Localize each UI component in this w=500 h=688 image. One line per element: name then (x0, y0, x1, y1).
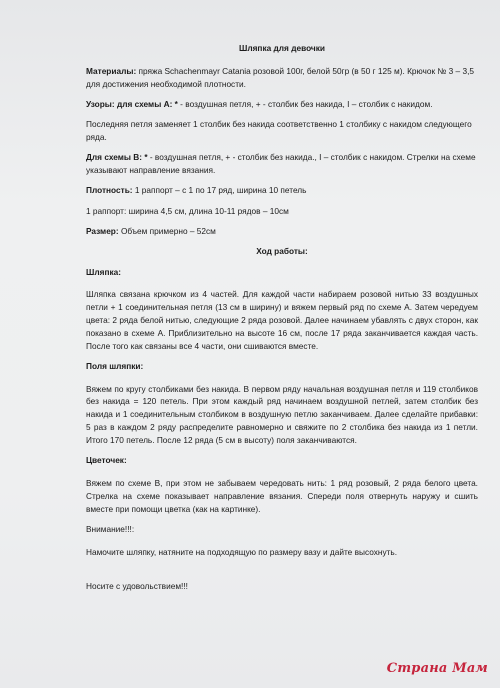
scheme-a-label: Узоры: для схемы А: * (86, 98, 178, 109)
scheme-b-label: Для схемы В: * (86, 152, 148, 163)
scheme-a-text: - воздушная петля, + - столбик без накида, I – столбик с накидом. (177, 98, 433, 109)
materials-text: пряжа Schachenmayr Catania розовой 100г, белой 50гр (в 50 г 125 м). Крючок № 3 – 3,5 для достижения необходимой плотности. (86, 65, 475, 89)
size-text: Объем примерно – 52см (118, 225, 216, 236)
closing-line: Носите с удовольствием!!! (86, 581, 188, 592)
scheme-b-text: - воздушная петля, + - столбик без накида., I – столбик с накидом. Стрелки на схеме указывают направление вязания. (86, 152, 476, 176)
scheme-b-paragraph (86, 151, 478, 177)
attention-heading: Внимание!!!: (86, 523, 135, 534)
attention-text: Намочите шляпку, натяните на подходящую по размеру вазу и дайте высохнуть. (86, 546, 398, 557)
document-body (86, 42, 478, 601)
progress-heading: Ход работы: (256, 246, 308, 257)
materials-paragraph (86, 65, 478, 91)
site-watermark: Страна Мам (386, 661, 488, 676)
density-paragraph (86, 184, 478, 197)
materials-label: Материалы: (86, 65, 137, 76)
hat-text: Шляпка связана крючком из 4 частей. Для каждой части набираем розовой нитью 33 воздушных петли + 1 соединительная петля (13 см в ширину) и вяжем первый ряд по схеме А. Затем чередуем цвета: 2 ряда белой нитью, следующие 2 ряда розовой. Далее начинаем убавлять с двух сторон, как показано в схеме А. Приблизительно на высоте 16 см, после 17 ряда заканчивается каждая часть. После того как связаны все 4 части, они сшиваются вместе. (86, 289, 478, 351)
density-label: Плотность: (86, 185, 133, 196)
rapport-paragraph: 1 раппорт: ширина 4,5 см, длина 10-11 рядов – 10см (86, 205, 289, 216)
size-paragraph (86, 225, 478, 238)
hat-heading: Шляпка: (86, 266, 121, 277)
flower-text: Вяжем по схеме В, при этом не забываем чередовать нить: 1 ряд розовый, 2 ряда белого цвета. Стрелка на схеме показывает направление вязания. Спереди поля отвернуть наружу и сшить вместе при помощи цветка (как на картинке). (86, 477, 478, 514)
flower-heading: Цветочек: (86, 455, 127, 466)
brim-heading: Поля шляпки: (86, 360, 144, 371)
document-title: Шляпка для девочки (238, 43, 326, 53)
size-label: Размер: (86, 225, 119, 236)
brim-text: Вяжем по кругу столбиками без накида. В первом ряду начальная воздушная петля и 119 столбиков без накида = 120 петель. При этом каждый ряд начинаем воздушной петлей, затем столбик без накида и 1 соединительным столбиком в воздушную петлю заканчиваем. Далее сделайте прибавки: 5 раз в каждом 2 ряду распределите равномерно и свяжите по 2 столбика без накида из 1 петли. Итого 170 петель. После 12 ряда (5 см в высоту) поля заканчиваются. (86, 383, 478, 445)
scheme-a-paragraph (86, 98, 478, 111)
density-text: 1 раппорт – с 1 по 17 ряд, ширина 10 петель (132, 185, 307, 196)
scheme-a-note: Последняя петля заменяет 1 столбик без накида соответственно 1 столбику с накидом следующего ряда. (86, 119, 472, 142)
